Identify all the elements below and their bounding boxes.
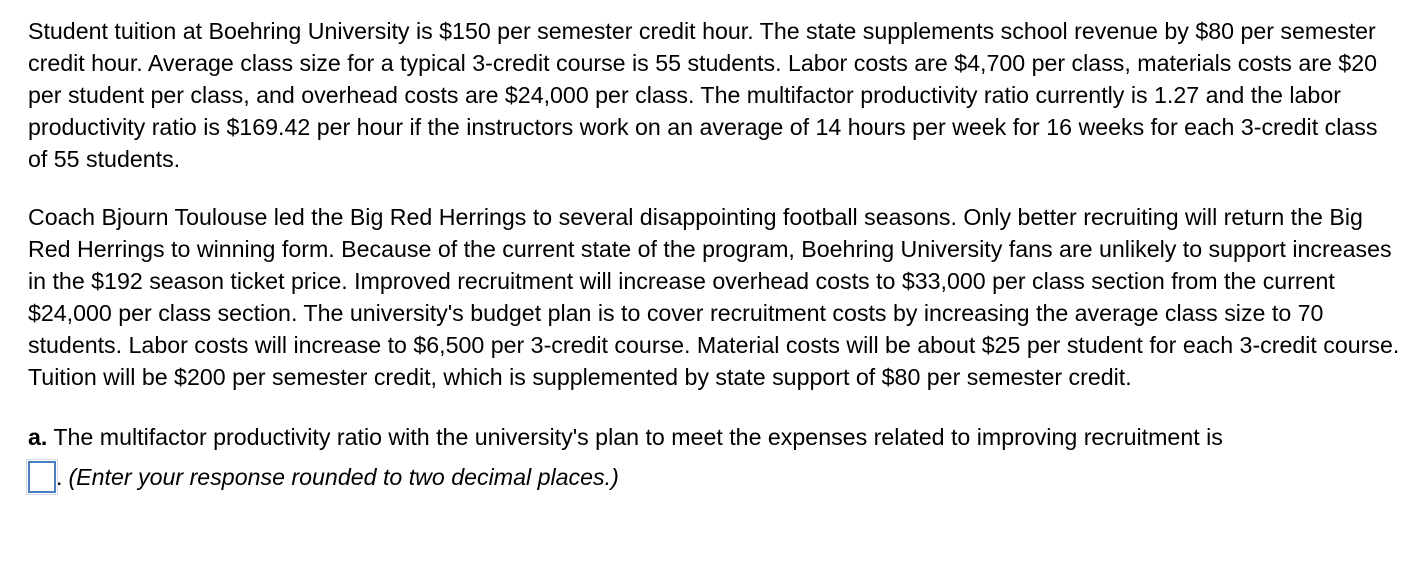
question-label: a. [28, 424, 48, 450]
question-a [28, 421, 1400, 453]
answer-input[interactable] [28, 461, 56, 493]
problem-paragraph-2: Coach Bjourn Toulouse led the Big Red Herrings to several disappointing football seasons. Only better recruiting will return the Big Red Herrings to winning form. Because of the current state of the program, Boehring University fans are unlikely to support increases in the $192 season ticket price. Improved recruitment will increase overhead costs to $33,000 per class section from the current $24,000 per class section. The university's budget plan is to cover recruitment costs by increasing the average class size to 70 students. Labor costs will increase to $6,500 per 3-credit course. Material costs will be about $25 per student for each 3-credit course. Tuition will be $200 per semester credit, which is supplemented by state support of $80 per semester credit. [28, 204, 1400, 390]
question-text: The multifactor productivity ratio with the university's plan to meet the expenses related to improving recruitment is [53, 424, 1223, 450]
answer-period: . [56, 463, 63, 490]
answer-hint: (Enter your response rounded to two decimal places.) [68, 463, 619, 490]
answer-line [28, 457, 1400, 497]
problem-content [28, 15, 1400, 497]
problem-paragraph-1: Student tuition at Boehring University is $150 per semester credit hour. The state supplements school revenue by $80 per semester credit hour. Average class size for a typical 3-credit course is 55 students. Labor costs are $4,700 per class, materials costs are $20 per student per class, and overhead costs are $24,000 per class. The multifactor productivity ratio currently is 1.27 and the labor productivity ratio is $169.42 per hour if the instructors work on an average of 14 hours per week for 16 weeks for each 3-credit class of 55 students. [28, 18, 1378, 172]
